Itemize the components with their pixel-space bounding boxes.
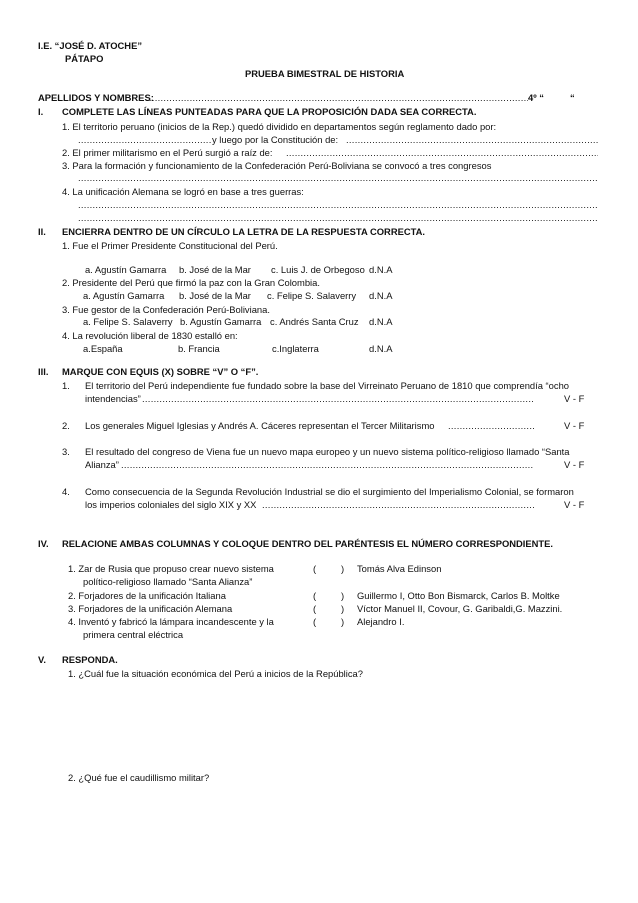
s2-q2-option-c[interactable]: c. Felipe S. Salaverry [267, 290, 357, 301]
s3-q2-true-false[interactable]: V - F [564, 420, 585, 431]
s2-q1-option-a[interactable]: a. Agustín Gamarra [85, 264, 167, 275]
s3-q3-number: 3. [62, 446, 70, 457]
section-4-number: IV. [38, 538, 49, 549]
s1-q1-fill-b[interactable] [346, 134, 598, 146]
section-3-title: MARQUE CON EQUIS (X) SOBRE “V” O “F”. [62, 366, 259, 377]
s2-q4-option-a[interactable]: a.España [83, 343, 123, 354]
s4-left-item-1-cont: político-religioso llamado “Santa Alianza” [83, 576, 253, 587]
section-5-title: RESPONDA. [62, 654, 118, 665]
s3-q3-dots [121, 459, 534, 471]
s3-q2-dots [448, 420, 534, 432]
s4-paren-close-3[interactable]: ) [341, 603, 345, 614]
s4-paren-open-4[interactable]: ( [313, 616, 317, 627]
s4-left-item-4-cont: primera central eléctrica [83, 629, 184, 640]
s3-q4-number: 4. [62, 486, 70, 497]
s3-q2-number: 2. [62, 420, 70, 431]
s3-question-4-cont: los imperios coloniales del siglo XIX y XX [85, 499, 257, 510]
s2-q2-option-d[interactable]: d.N.A [369, 290, 393, 301]
s3-question-1-cont: intendencias” [85, 393, 141, 404]
section-1-number: I. [38, 106, 44, 117]
s4-left-item-1: 1. Zar de Rusia que propuso crear nuevo sistema [68, 563, 274, 574]
s2-q3-option-c[interactable]: c. Andrés Santa Cruz [270, 316, 359, 327]
s1-question-1: 1. El territorio peruano (inicios de la Rep.) quedó dividido en departamentos según reglamento dado por: [62, 121, 497, 132]
section-3-number: III. [38, 366, 49, 377]
section-2-number: II. [38, 226, 46, 237]
s1-q4-fill-2[interactable] [78, 212, 598, 224]
section-5-number: V. [38, 654, 46, 665]
school-town: PÁTAPO [65, 53, 104, 64]
s5-question-1: 1. ¿Cuál fue la situación económica del Perú a inicios de la República? [68, 668, 363, 679]
s3-question-3: El resultado del congreso de Viena fue un nuevo mapa europeo y un nuevo sistema político-religioso llamado “Santa [85, 446, 570, 457]
s2-q4-option-d[interactable]: d.N.A [369, 343, 393, 354]
s4-paren-close-4[interactable]: ) [341, 616, 345, 627]
s4-paren-close-1[interactable]: ) [341, 563, 345, 574]
s3-question-1: El territorio del Perú independiente fue fundado sobre la base del Virreinato Peruano de 1810 que comprendía “ocho [85, 380, 570, 391]
s4-paren-open-3[interactable]: ( [313, 603, 317, 614]
s2-q3-option-b[interactable]: b. Agustín Gamarra [180, 316, 262, 327]
s3-q1-true-false[interactable]: V - F [564, 393, 585, 404]
s4-paren-close-2[interactable]: ) [341, 590, 345, 601]
s2-question-4: 4. La revolución liberal de 1830 estalló en: [62, 330, 238, 341]
s3-question-4: Como consecuencia de la Segunda Revolución Industrial se dio el surgimiento del Imperialismo Colonial, se formaron [85, 486, 574, 497]
s2-q1-option-d[interactable]: d.N.A [369, 264, 393, 275]
s2-q4-option-b[interactable]: b. Francia [178, 343, 220, 354]
s4-right-item-1: Tomás Alva Edinson [357, 563, 442, 574]
s4-right-item-4: Alejandro I. [357, 616, 405, 627]
s4-left-item-4: 4. Inventó y fabricó la lámpara incandescente y la [68, 616, 274, 627]
s2-question-2: 2. Presidente del Perú que firmó la paz con la Gran Colombia. [62, 277, 320, 288]
school-name: I.E. “JOSÉ D. ATOCHE” [38, 40, 143, 51]
section-4-title: RELACIONE AMBAS COLUMNAS Y COLOQUE DENTRO DEL PARÉNTESIS EL NÚMERO CORRESPONDIENTE. [62, 538, 554, 549]
name-fill-line[interactable] [146, 92, 528, 104]
s4-paren-open-2[interactable]: ( [313, 590, 317, 601]
name-label: APELLIDOS Y NOMBRES: [38, 92, 154, 103]
s1-question-4: 4. La unificación Alemana se logró en base a tres guerras: [62, 186, 304, 197]
s1-question-1-cont: y luego por la Constitución de: [212, 134, 339, 145]
s2-q1-option-c[interactable]: c. Luis J. de Orbegoso [271, 264, 365, 275]
s1-q1-fill-a[interactable] [78, 134, 212, 146]
s4-left-item-3: 3. Forjadores de la unificación Alemana [68, 603, 233, 614]
s3-question-2: Los generales Miguel Iglesias y Andrés A. Cáceres representan el Tercer Militarismo [85, 420, 435, 431]
s3-question-3-cont: Alianza” [85, 459, 119, 470]
s2-q3-option-a[interactable]: a. Felipe S. Salaverry [83, 316, 173, 327]
section-1-title: COMPLETE LAS LÍNEAS PUNTEADAS PARA QUE LA PROPOSICIÓN DADA SEA CORRECTA. [62, 106, 477, 117]
s2-q4-option-c[interactable]: c.Inglaterra [272, 343, 319, 354]
s4-right-item-3: Víctor Manuel II, Covour, G. Garibaldi,G. Mazzini. [357, 603, 563, 614]
s3-q1-number: 1. [62, 380, 70, 391]
exam-title: PRUEBA BIMESTRAL DE HISTORIA [245, 68, 405, 79]
s3-q1-dots [142, 393, 534, 405]
s4-left-item-2: 2. Forjadores de la unificación Italiana [68, 590, 226, 601]
s3-q3-true-false[interactable]: V - F [564, 459, 585, 470]
s2-q3-option-d[interactable]: d.N.A [369, 316, 393, 327]
s1-question-3: 3. Para la formación y funcionamiento de la Confederación Perú-Boliviana se convocó a tres congresos [62, 160, 492, 171]
s1-q3-fill[interactable] [78, 172, 598, 184]
s2-q2-option-b[interactable]: b. José de la Mar [179, 290, 251, 301]
s4-right-item-2: Guillermo I, Otto Bon Bismarck, Carlos B. Moltke [357, 590, 560, 601]
s2-q1-option-b[interactable]: b. José de la Mar [179, 264, 251, 275]
s5-question-2: 2. ¿Qué fue el caudillismo militar? [68, 772, 210, 783]
s2-q2-option-a[interactable]: a. Agustín Gamarra [83, 290, 165, 301]
s2-question-3: 3. Fue gestor de la Confederación Perú-Boliviana. [62, 304, 270, 315]
grade-close-quote: “ [570, 92, 575, 103]
section-2-title: ENCIERRA DENTRO DE UN CÍRCULO LA LETRA DE LA RESPUESTA CORRECTA. [62, 226, 426, 237]
s1-q4-fill-1[interactable] [78, 199, 598, 211]
s1-q2-fill[interactable] [286, 147, 598, 159]
s3-q4-true-false[interactable]: V - F [564, 499, 585, 510]
grade-label: 4º “ [528, 92, 544, 103]
s2-question-1: 1. Fue el Primer Presidente Constitucional del Perú. [62, 240, 278, 251]
s4-paren-open-1[interactable]: ( [313, 563, 317, 574]
s3-q4-dots [262, 499, 534, 511]
s1-question-2: 2. El primer militarismo en el Perú surgió a raíz de: [62, 147, 273, 158]
